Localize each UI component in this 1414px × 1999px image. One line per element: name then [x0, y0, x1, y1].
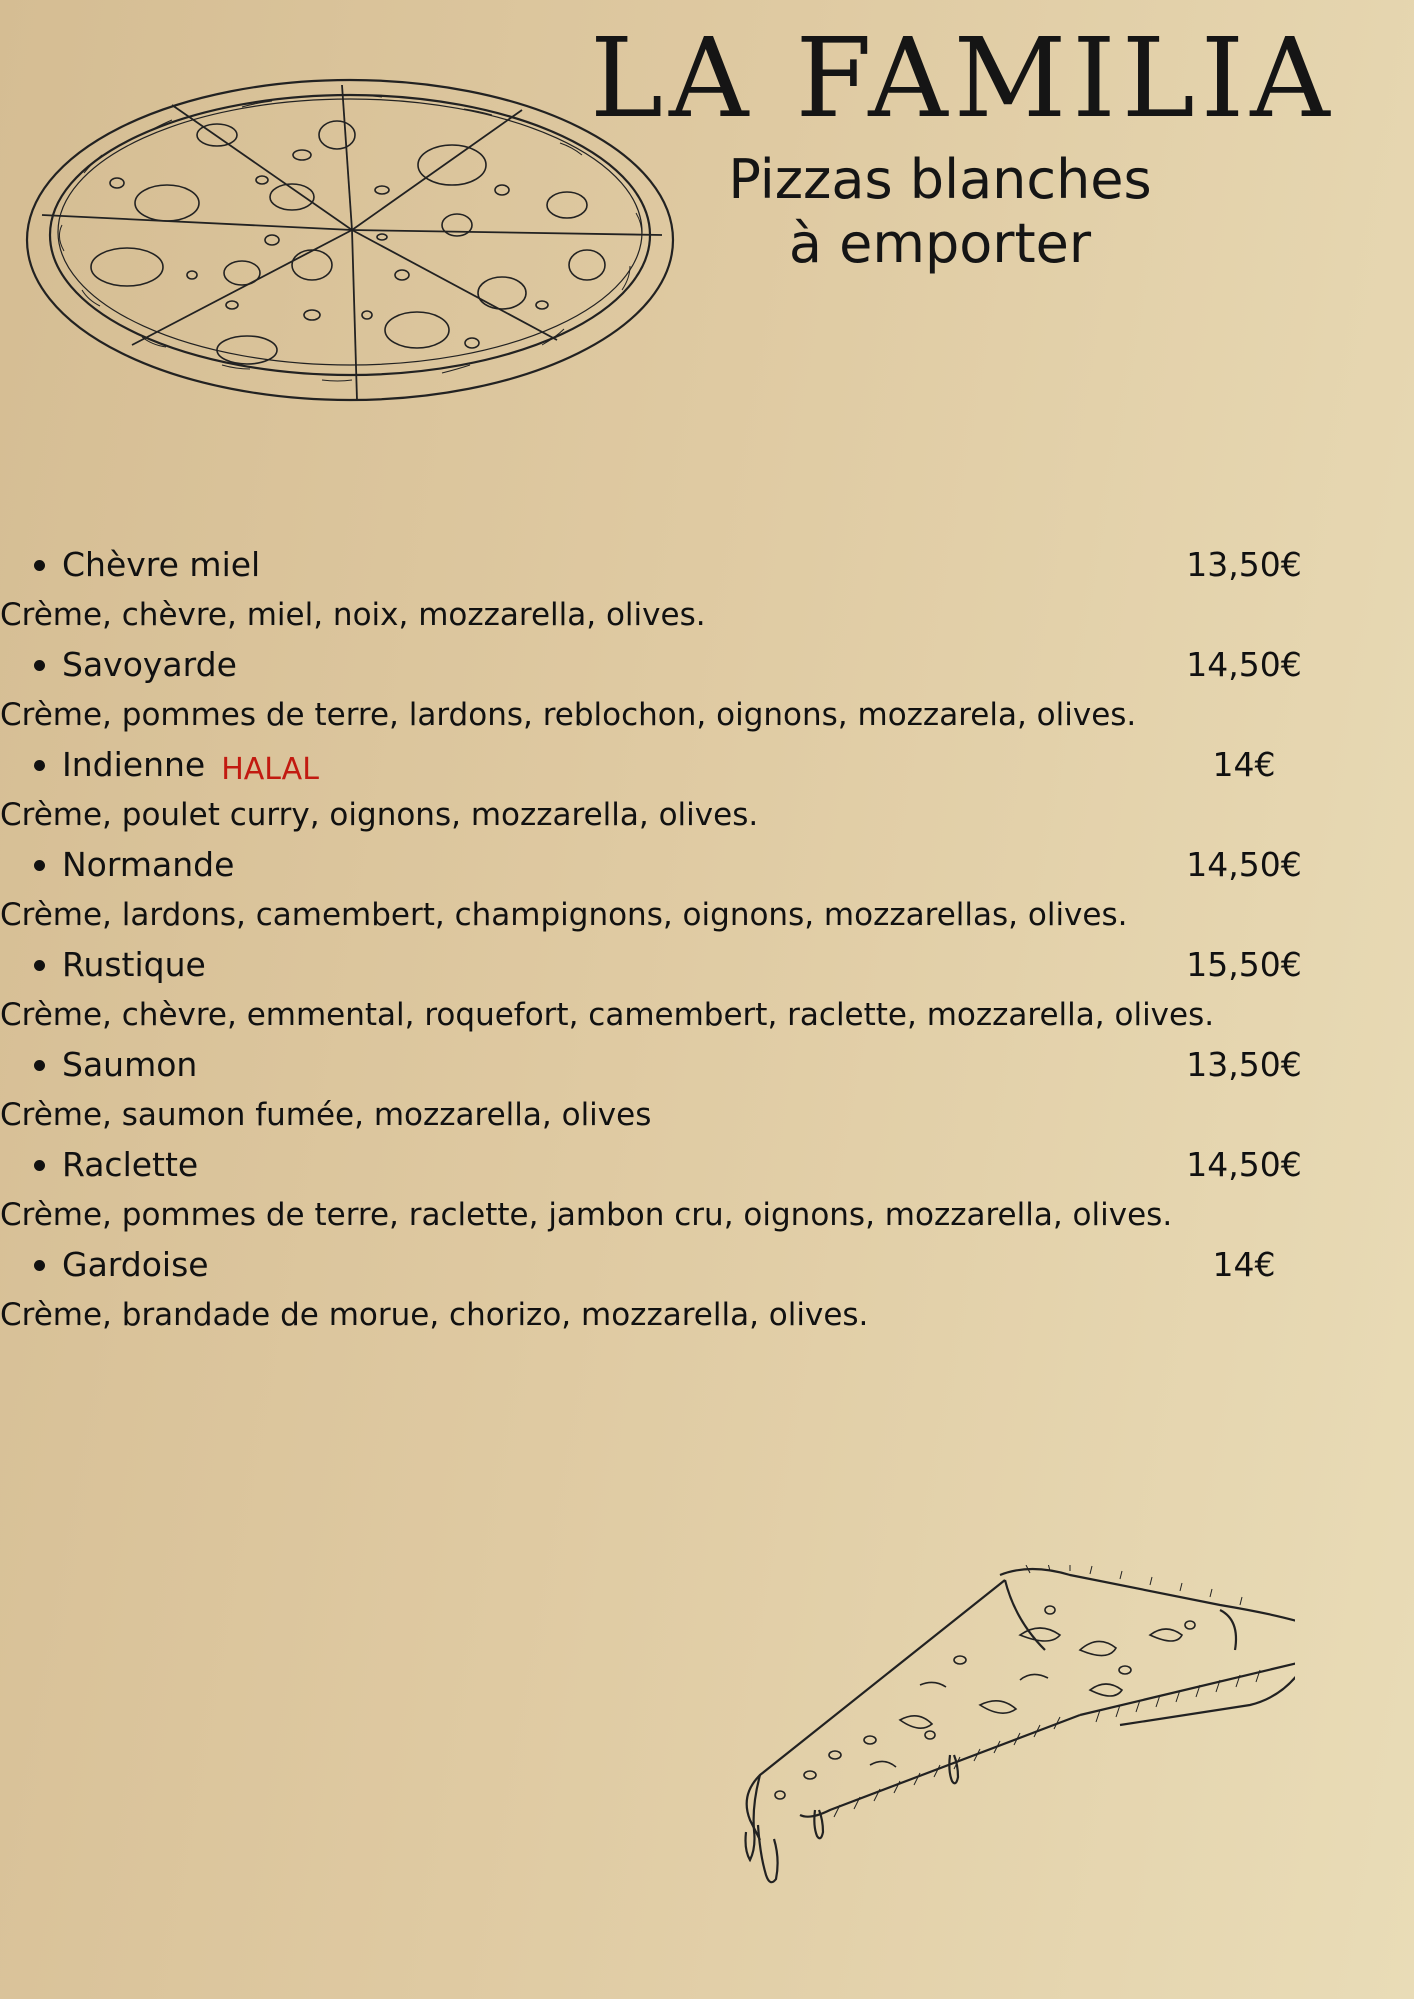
bullet-icon — [34, 660, 45, 671]
item-name: Gardoise — [62, 1245, 209, 1284]
item-price: 13,50€ — [1186, 545, 1302, 584]
menu-item — [0, 1040, 1414, 1140]
item-description: Crème, brandade de morue, chorizo, mozzarella, olives. — [0, 1297, 869, 1333]
item-price: 14€ — [1212, 1245, 1276, 1284]
page-title: LA FAMILIA — [590, 14, 1336, 142]
bullet-icon — [34, 860, 45, 871]
item-name: Raclette — [62, 1145, 199, 1184]
item-description: Crème, chèvre, emmental, roquefort, camembert, raclette, mozzarella, olives. — [0, 997, 1215, 1033]
subtitle-line-2: à emporter — [788, 212, 1092, 275]
item-description: Crème, lardons, camembert, champignons, oignons, mozzarellas, olives. — [0, 897, 1128, 933]
pizza-slice-drawing-icon — [720, 1565, 1295, 1890]
menu-item — [0, 640, 1414, 740]
item-name: Normande — [62, 845, 235, 884]
item-name-wrap — [62, 742, 319, 790]
item-name: Saumon — [62, 1045, 198, 1084]
item-name: Savoyarde — [62, 645, 237, 684]
menu-item — [0, 540, 1414, 640]
item-description: Crème, pommes de terre, raclette, jambon cru, oignons, mozzarella, olives. — [0, 1197, 1173, 1233]
item-description: Crème, poulet curry, oignons, mozzarella, olives. — [0, 797, 759, 833]
item-price: 14,50€ — [1186, 1145, 1302, 1184]
bullet-icon — [34, 960, 45, 971]
item-name: Rustique — [62, 945, 206, 984]
bullet-icon — [34, 1060, 45, 1071]
menu-item — [0, 740, 1414, 840]
item-name: Chèvre miel — [62, 545, 261, 584]
menu-item — [0, 1140, 1414, 1240]
bullet-icon — [34, 1160, 45, 1171]
menu-item — [0, 940, 1414, 1040]
item-price: 15,50€ — [1186, 945, 1302, 984]
halal-badge: HALAL — [221, 752, 319, 787]
bullet-icon — [34, 760, 45, 771]
pizza-menu-list — [0, 540, 1414, 1340]
item-price: 14€ — [1212, 745, 1276, 784]
whole-pizza-drawing-icon — [22, 75, 677, 410]
menu-item — [0, 840, 1414, 940]
item-price: 13,50€ — [1186, 1045, 1302, 1084]
item-name: Indienne — [62, 745, 206, 784]
page-subtitle — [640, 148, 1240, 276]
bullet-icon — [34, 560, 45, 571]
item-price: 14,50€ — [1186, 845, 1302, 884]
subtitle-line-1: Pizzas blanches — [728, 148, 1152, 211]
item-description: Crème, pommes de terre, lardons, reblochon, oignons, mozzarela, olives. — [0, 697, 1137, 733]
item-description: Crème, chèvre, miel, noix, mozzarella, olives. — [0, 597, 706, 633]
item-description: Crème, saumon fumée, mozzarella, olives — [0, 1097, 652, 1133]
item-price: 14,50€ — [1186, 645, 1302, 684]
bullet-icon — [34, 1260, 45, 1271]
menu-item — [0, 1240, 1414, 1340]
